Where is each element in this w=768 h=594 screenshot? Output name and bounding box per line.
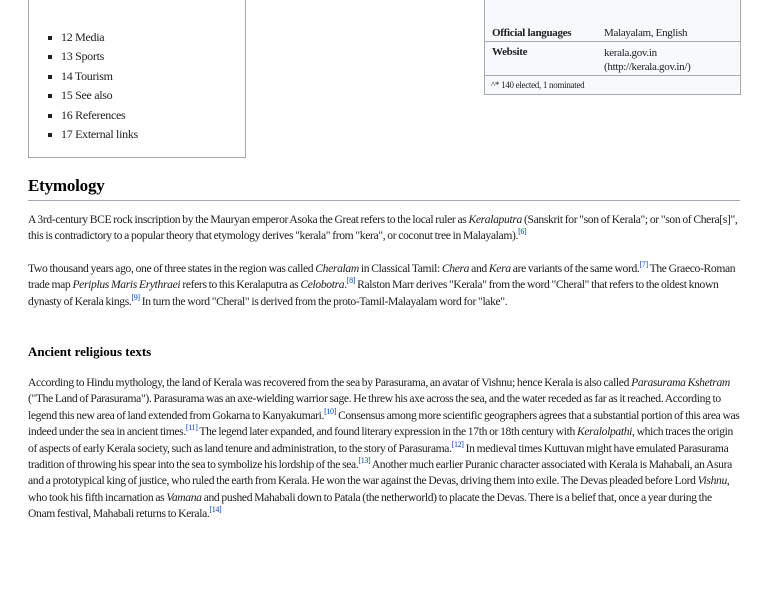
infobox-value: Malayalam, English [604, 27, 688, 39]
toc-number: 15 [61, 88, 73, 103]
infobox-label: Website [492, 46, 528, 58]
text: In turn the word "Cheral" is derived from the proto-Tamil-Malayalam word for "lake". [139, 294, 508, 308]
toc-number: 17 [61, 127, 73, 142]
toc-list [61, 28, 138, 144]
subsection-heading-ancient-religious-texts: Ancient religious texts [28, 344, 152, 359]
toc-number: 12 [61, 30, 73, 44]
toc-label: Sports [75, 49, 104, 64]
text: and [469, 262, 489, 275]
paragraph-etymology-1 [28, 212, 740, 245]
toc-item-see-also[interactable] [61, 86, 138, 105]
infobox-divider [485, 75, 740, 76]
citation-link[interactable]: [10] [324, 406, 337, 416]
italic-term: Vamana [166, 490, 202, 504]
text: A 3rd-century BCE rock inscription by the Mauryan emperor Asoka the Great refers to the local ruler as [28, 213, 469, 226]
citation-link[interactable]: [12] [451, 439, 464, 449]
toc-item-tourism[interactable] [61, 67, 138, 86]
italic-term: Parasurama Kshetram [631, 376, 730, 389]
text: refers to this Keralaputra as [180, 278, 301, 292]
italic-term: Keralolpathi [576, 425, 633, 439]
infobox-divider [485, 41, 740, 42]
toc-link[interactable] [61, 49, 104, 63]
italic-term: Celobotra [300, 278, 345, 292]
text: In medieval times Kuttuvan might have emulated Parasurama tradition of throwing his spear into the sea to symbolize his lordship of the sea. [28, 441, 729, 472]
citation-link[interactable]: [9] [131, 292, 140, 302]
toc-label: External links [75, 127, 138, 142]
text: Two thousand years ago, one of three states in the region was called [28, 262, 316, 275]
toc-number: 16 [61, 107, 73, 122]
toc-label: References [75, 107, 126, 122]
toc-link[interactable] [61, 88, 112, 102]
text: , which traces the origin of aspects of early Kerala society, such as land tenure and administration, to the story of Parasurama. [28, 425, 733, 455]
section-heading-etymology: Etymology [28, 176, 105, 195]
toc-link[interactable] [61, 127, 138, 141]
toc-item-references[interactable] [61, 106, 138, 125]
toc-item-external-links[interactable] [61, 125, 138, 144]
infobox-label: Official languages [492, 27, 572, 39]
paragraph-etymology-2 [28, 261, 740, 310]
citation-link[interactable]: [14] [209, 505, 222, 515]
text: The legend later expanded, and found literary expression in the 17th or 18th century with [197, 425, 577, 439]
italic-term: Vishnu [697, 474, 727, 488]
heading-underline [28, 200, 740, 201]
toc-label: Tourism [74, 68, 113, 83]
toc-item-media[interactable] [61, 28, 138, 47]
citation-link[interactable]: [8] [346, 276, 356, 286]
citation-link[interactable]: [13] [358, 456, 371, 466]
italic-term: Keralaputra [468, 213, 522, 226]
website-link[interactable]: kerala.gov.in [604, 47, 657, 59]
toc-link[interactable] [61, 108, 125, 122]
infobox [484, 0, 741, 95]
text: , who took his fifth incarnation as [28, 474, 730, 504]
citation-link[interactable]: [6] [518, 227, 527, 237]
toc-number: 14 [61, 68, 73, 83]
italic-term: Kera [488, 262, 511, 275]
toc-label: Media [75, 30, 105, 44]
toc-label: See also [75, 88, 113, 103]
text: are variants of the same word. [510, 262, 640, 275]
text: and pushed Mahabali down to Patala (the netherworld) to placate the Devas. There is a belief that, once a year during the Onam festival, Mahabali returns to Kerala. [28, 490, 712, 521]
infobox-footnote: ^* 140 elected, 1 nominated [491, 80, 585, 90]
toc-link[interactable] [61, 30, 104, 44]
table-of-contents [28, 0, 246, 158]
toc-number: 13 [61, 49, 73, 64]
text: (Sanskrit for "son of Kerala"; or "son of Chera[s]", this is contradictory to a popular theory that etymology derives "kerala" from "kera", or coconut tree in Malayalam). [28, 213, 738, 243]
infobox-value [604, 46, 690, 74]
text: Consensus among more scientific geographers agrees that a substantial portion of this area was indeed under the sea in ancient times. [28, 408, 740, 439]
text: Ralston Marr derives "Kerala" from the word "Cheral" that refers to the oldest known dynasty of Kerala kings. [28, 278, 719, 308]
text: . [344, 278, 347, 292]
text: According to Hindu mythology, the land of Kerala was recovered from the sea by Parasurama, an avatar of Vishnu; hence Kerala is also called [28, 376, 632, 389]
toc-item-sports[interactable] [61, 47, 138, 66]
citation-link[interactable]: [7] [639, 260, 648, 270]
website-url-link[interactable]: (http://kerala.gov.in/) [604, 61, 691, 73]
toc-link[interactable] [61, 69, 113, 83]
infobox-row-languages [485, 0, 740, 39]
citation-link[interactable]: [11] [185, 423, 198, 433]
italic-term: Chera [441, 262, 470, 275]
text: The Graeco-Roman trade map [28, 262, 736, 292]
text: ("The Land of Parasurama"). Parasurama was an axe-wielding warrior sage. He threw his axe across the sea, and the water receded as far as it reached. According to legend this new area of land extended from Gokarna to Kanyakumari. [28, 392, 721, 422]
paragraph-ancient-1 [28, 375, 740, 523]
text: in Classical Tamil: [358, 262, 442, 275]
text: Another much earlier Puranic character associated with Kerala is Mahabali, an Asura and a prototypical king of justice, who ruled the earth from Kerala. He won the war against the Devas, driving them into exile. The Devas pleaded before Lord [28, 458, 732, 488]
italic-term: Periplus Maris Erythraei [72, 278, 181, 292]
italic-term: Cheralam [315, 262, 359, 275]
